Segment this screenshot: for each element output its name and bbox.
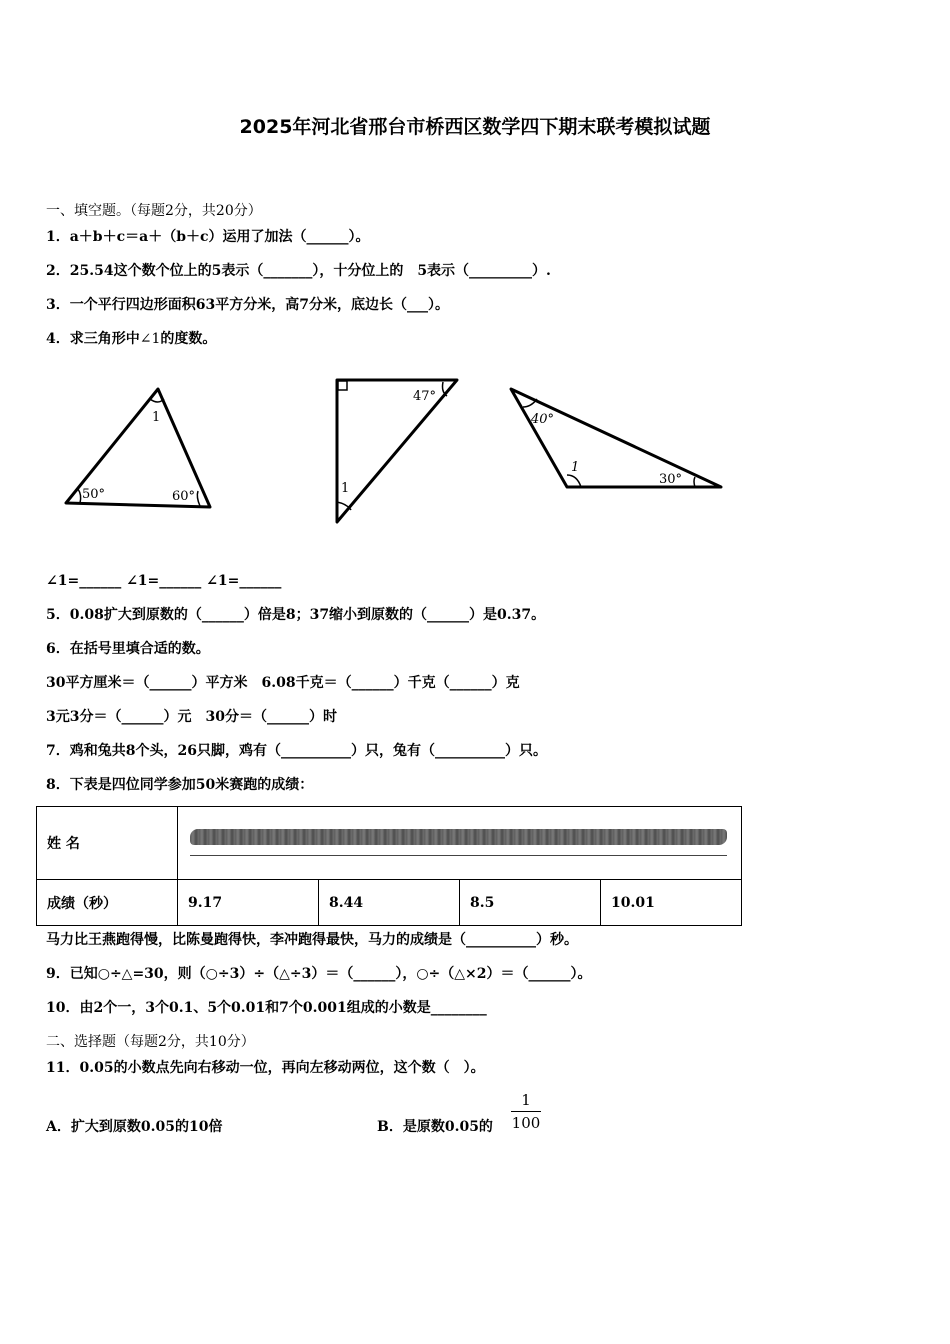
question-6b: 3元3分＝（______）元 30分＝（______）时	[46, 709, 337, 725]
fraction-numerator: 1	[511, 1091, 541, 1112]
question-9: 9．已知○÷△=30，则（○÷3）÷（△÷3）＝（______），○÷（△×2）＝（______）。	[46, 966, 592, 982]
question-11: 11．0.05的小数点先向右移动一位，再向左移动两位，这个数（ ）。	[46, 1060, 485, 1076]
question-4-text: 4．求三角形中	[46, 331, 140, 347]
question-1: 1．a＋b＋c＝a＋（b＋c）运用了加法（______）。	[46, 229, 370, 245]
question-3: 3．一个平行四边形面积63平方分米，高7分米，底边长（___）。	[46, 297, 449, 313]
question-2: 2．25.54这个数个位上的5表示（_______），十分位上的 5表示（_________）.	[46, 263, 551, 279]
question-4	[46, 329, 216, 349]
redaction-scribble	[190, 829, 727, 845]
question-6a: 30平方厘米＝（______）平方米 6.08千克＝（______）千克（______）克	[46, 675, 520, 691]
table-name-header: 姓 名	[37, 807, 178, 880]
question-11-option-b: B．是原数0.05的	[377, 1119, 493, 1135]
t3-label-left: 40°	[531, 412, 555, 427]
question-10: 10．由2个一，3个0.1、5个0.01和7个0.001组成的小数是________	[46, 1000, 487, 1016]
question-8: 8．下表是四位同学参加50米赛跑的成绩：	[46, 777, 314, 793]
table-score-cell: 10.01	[601, 880, 742, 926]
question-8-tail: 马力比王燕跑得慢，比陈曼跑得快，李冲跑得最快，马力的成绩是（__________）秒。	[46, 932, 578, 948]
question-6: 6．在括号里填合适的数。	[46, 641, 210, 657]
question-7: 7．鸡和兔共8个头，26只脚，鸡有（__________）只，兔有（__________）只。	[46, 743, 547, 759]
page-title: 2025年河北省邢台市桥西区数学四下期末联考模拟试题	[239, 116, 711, 138]
angle-symbol: ∠1	[139, 331, 161, 347]
question-11-option-a: A．扩大到原数0.05的10倍	[46, 1119, 223, 1135]
t1-label-left: 50°	[82, 487, 106, 502]
table-score-cell: 8.5	[460, 880, 601, 926]
t1-label-right: 60°	[172, 489, 196, 504]
fraction-denominator: 100	[511, 1114, 541, 1132]
redaction-line	[190, 855, 727, 856]
race-results-table	[36, 806, 742, 926]
t2-label-bottom: 1	[341, 481, 350, 496]
t3-label-right: 30°	[659, 472, 683, 487]
section-fill-in-title: 一、填空题。（每题2分，共20分）	[46, 203, 262, 219]
t3-label-mid: 1	[571, 460, 580, 475]
question-5: 5．0.08扩大到原数的（______）倍是8；37缩小到原数的（______）是0.37。	[46, 607, 546, 623]
triangle-2-figure	[325, 374, 465, 529]
table-score-cell: 9.17	[178, 880, 319, 926]
table-score-cell: 8.44	[319, 880, 460, 926]
fraction-one-hundredth	[511, 1091, 541, 1132]
triangle-1-figure	[60, 385, 220, 515]
triangle-3-figure	[505, 383, 730, 498]
t2-label-top: 47°	[413, 389, 437, 404]
t1-label-top: 1	[152, 410, 161, 425]
section-choice-title: 二、选择题（每题2分，共10分）	[46, 1034, 255, 1050]
angle-answers: ∠1=______ ∠1=______ ∠1=______	[46, 573, 282, 589]
redacted-names-cell	[178, 807, 742, 880]
table-score-header: 成绩（秒）	[37, 880, 178, 926]
question-4-tail: 的度数。	[160, 331, 217, 347]
